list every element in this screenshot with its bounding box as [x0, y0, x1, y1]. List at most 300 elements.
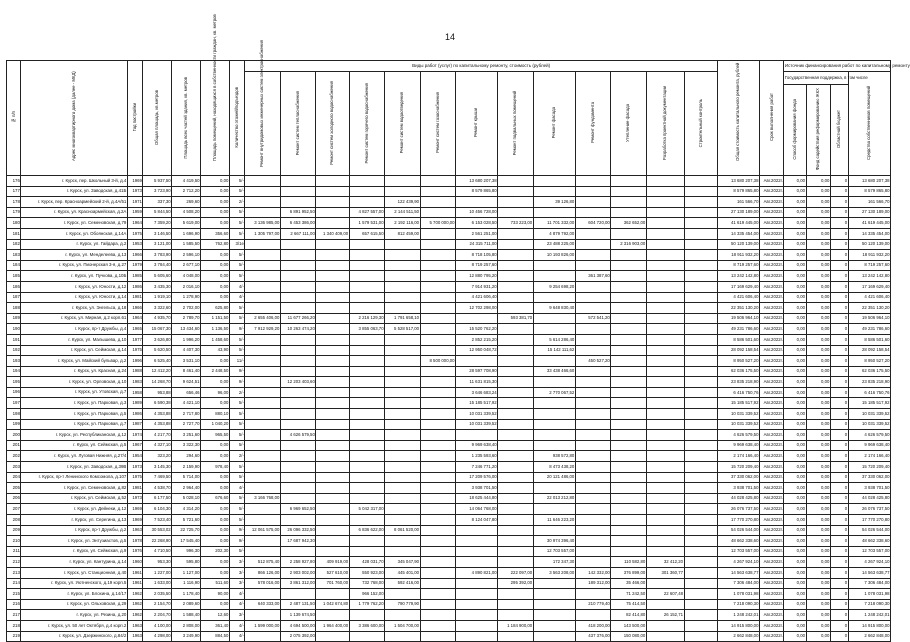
row-work-cost: 6 153 028,50	[456, 218, 498, 229]
row-work-cost: 1 139 674,50	[280, 610, 315, 621]
row-method-amount: 0,00	[784, 589, 806, 600]
row-work-cost	[385, 419, 420, 430]
row-work-cost	[498, 483, 533, 494]
row-number: 180	[7, 218, 21, 229]
row-work-cost	[611, 409, 646, 420]
row-owners-amount: 27 130 189,00	[848, 207, 890, 218]
row-work-cost	[245, 536, 280, 547]
row-total-cost: 44 028 425,80	[717, 493, 759, 504]
row-address: г. Курск, пр-т Дружбы, д.4	[21, 324, 127, 335]
row-work-cost	[316, 515, 349, 526]
page-number: 14	[445, 32, 456, 42]
row-budget-amount: 0	[830, 292, 848, 303]
row-method-amount: 0,00	[784, 260, 806, 271]
row-total-area: 2 204,70	[143, 610, 172, 621]
row-work-cost	[420, 620, 455, 631]
row-total-area: 6 590,38	[143, 398, 172, 409]
row-living-area: 4 508,20	[172, 207, 201, 218]
row-fund-amount: 0,00	[806, 419, 830, 430]
row-work-cost	[316, 334, 349, 345]
row-work-cost	[280, 281, 315, 292]
row-number: 212	[7, 557, 21, 568]
row-deadline: Авг.2022г.	[759, 451, 783, 462]
table-row	[7, 239, 891, 250]
row-work-cost	[420, 345, 455, 356]
row-premises-area: 0,00	[201, 281, 230, 292]
row-work-cost	[385, 472, 420, 483]
row-work-cost: 15 520 762,20	[456, 324, 498, 335]
row-work-cost	[385, 493, 420, 504]
row-floors: 9/-	[229, 377, 245, 388]
row-work-cost	[316, 440, 349, 451]
row-deadline: Авг.2022г.	[759, 176, 783, 187]
row-work-cost	[646, 440, 684, 451]
row-work-cost	[684, 515, 717, 526]
row-deadline: Авг.2022г.	[759, 356, 783, 367]
row-fund-amount: 0,00	[806, 440, 830, 451]
row-fund-amount: 0,00	[806, 620, 830, 631]
row-premises-area: 0,00	[201, 557, 230, 568]
row-work-cost	[646, 578, 684, 589]
row-floors: 2/-	[229, 197, 245, 208]
table-row	[7, 536, 891, 547]
row-fund-amount: 0,00	[806, 271, 830, 282]
row-year: 1986	[127, 281, 143, 292]
table-row	[7, 610, 891, 621]
row-work-cost	[280, 462, 315, 473]
row-work-cost: 2 216 129,30	[349, 313, 384, 324]
row-total-area: 6 525,40	[143, 356, 172, 367]
row-work-cost	[646, 366, 684, 377]
row-floors: 11/-	[229, 356, 245, 367]
row-work-cost	[280, 239, 315, 250]
row-work-cost	[575, 462, 610, 473]
row-budget-amount: 0	[830, 313, 848, 324]
row-work-cost	[316, 631, 349, 642]
table-row	[7, 356, 891, 367]
row-work-cost	[498, 334, 533, 345]
row-living-area: 2 702,00	[172, 303, 201, 314]
row-work-cost: 5 700 000,00	[420, 218, 455, 229]
row-work-cost	[646, 186, 684, 197]
row-work-cost: 3 386 600,00	[349, 620, 384, 631]
row-address: г. Курск, ул. Пионерская 3-я, д.27	[21, 260, 127, 271]
row-work-cost	[684, 409, 717, 420]
row-deadline: Авг.2022г.	[759, 197, 783, 208]
row-method-amount: 0,00	[784, 483, 806, 494]
row-work-cost	[349, 356, 384, 367]
row-fund-amount: 0,00	[806, 472, 830, 483]
row-premises-area: 511,60	[201, 578, 230, 589]
header-total-cost: Общая стоимость капитального ремонта, рублей	[717, 61, 759, 176]
table-row	[7, 345, 891, 356]
row-work-cost	[385, 589, 420, 600]
row-work-cost	[646, 599, 684, 610]
row-work-cost: 2 487 131,50	[280, 599, 315, 610]
row-work-cost	[646, 387, 684, 398]
row-premises-area: 0,00	[201, 176, 230, 187]
row-year: 1966	[127, 303, 143, 314]
row-work-cost	[611, 207, 646, 218]
row-fund-amount: 0,00	[806, 462, 830, 473]
row-address: г. Курск, ул. Семеновская, д.79	[21, 218, 127, 229]
row-number: 207	[7, 504, 21, 515]
row-method-amount: 0,00	[784, 281, 806, 292]
row-work-cost	[316, 589, 349, 600]
row-total-cost: 8 586 501,60	[717, 334, 759, 345]
row-work-cost	[646, 239, 684, 250]
row-deadline: Авг.2022г.	[759, 366, 783, 377]
row-budget-amount: 0	[830, 546, 848, 557]
row-work-cost	[498, 589, 533, 600]
row-owners-amount: 14 335 454,00	[848, 228, 890, 239]
row-work-cost	[316, 197, 349, 208]
row-work-cost: 10 456 728,00	[456, 207, 498, 218]
row-work-cost	[684, 440, 717, 451]
row-number: 182	[7, 239, 21, 250]
row-method-amount: 0,00	[784, 557, 806, 568]
row-work-cost	[684, 345, 717, 356]
row-year: 1954	[127, 451, 143, 462]
row-address: г. Курск, ул. Уютненского, д.19 корп.5	[21, 578, 127, 589]
row-work-cost	[245, 377, 280, 388]
row-floors: 4/-	[229, 599, 245, 610]
row-total-area: 953,30	[143, 557, 172, 568]
row-work-cost	[611, 387, 646, 398]
row-work-cost	[456, 589, 498, 600]
row-work-cost	[420, 366, 455, 377]
row-work-cost	[316, 462, 349, 473]
row-work-cost: 345 047,90	[385, 557, 420, 568]
row-work-cost	[456, 578, 498, 589]
row-work-cost	[533, 430, 575, 441]
row-number: 193	[7, 356, 21, 367]
table-row	[7, 303, 891, 314]
row-work-cost	[575, 387, 610, 398]
table-row	[7, 260, 891, 271]
row-work-cost	[533, 504, 575, 515]
row-total-cost: 8 719 257,60	[717, 260, 759, 271]
row-floors: 9/-	[229, 366, 245, 377]
row-year: 1962	[127, 589, 143, 600]
row-address: г. Курск, ул. Парковая, д.3	[21, 398, 127, 409]
row-method-amount: 0,00	[784, 387, 806, 398]
row-work-cost	[684, 462, 717, 473]
row-number: 176	[7, 176, 21, 187]
row-total-cost: 4 626 579,50	[717, 430, 759, 441]
row-year: 1973	[127, 493, 143, 504]
row-floors: 4/-	[229, 281, 245, 292]
row-work-cost	[349, 292, 384, 303]
row-work-cost	[533, 186, 575, 197]
row-work-cost	[420, 515, 455, 526]
row-number: 206	[7, 493, 21, 504]
row-work-cost	[349, 197, 384, 208]
row-work-cost	[498, 197, 533, 208]
row-budget-amount: 0	[830, 409, 848, 420]
row-deadline: Авг.2022г.	[759, 536, 783, 547]
row-work-cost	[245, 334, 280, 345]
row-total-cost: 2 174 166,40	[717, 451, 759, 462]
row-fund-amount: 0,00	[806, 504, 830, 515]
row-fund-amount: 0,00	[806, 451, 830, 462]
row-work-cost	[245, 589, 280, 600]
row-year: 1975	[127, 472, 143, 483]
row-work-cost	[684, 260, 717, 271]
row-year: 1953	[127, 239, 143, 250]
row-total-cost: 7 306 484,00	[717, 578, 759, 589]
row-owners-amount: 17 169 629,40	[848, 281, 890, 292]
row-work-cost: 18 625 444,80	[456, 493, 498, 504]
row-work-cost	[316, 239, 349, 250]
row-budget-amount: 0	[830, 186, 848, 197]
row-work-cost	[280, 260, 315, 271]
row-work-cost	[420, 334, 455, 345]
row-premises-area: 1 151,50	[201, 313, 230, 324]
row-work-cost: 418 200,00	[575, 620, 610, 631]
row-work-cost	[498, 610, 533, 621]
row-floors: 5/-	[229, 218, 245, 229]
row-work-cost	[245, 387, 280, 398]
row-work-cost	[684, 504, 717, 515]
row-work-cost	[575, 536, 610, 547]
row-living-area: 4 048,00	[172, 271, 201, 282]
row-work-cost	[498, 557, 533, 568]
row-work-cost	[420, 313, 455, 324]
row-living-area: 2 712,20	[172, 186, 201, 197]
row-premises-area: 0,00	[201, 197, 230, 208]
row-number: 217	[7, 610, 21, 621]
row-owners-amount: 54 026 544,00	[848, 525, 890, 536]
row-number: 191	[7, 334, 21, 345]
row-work-cost	[316, 366, 349, 377]
row-fund-amount: 0,00	[806, 610, 830, 621]
row-work-cost	[385, 610, 420, 621]
table-row	[7, 493, 891, 504]
row-living-area: 2 727,70	[172, 419, 201, 430]
row-year: 1981	[127, 483, 143, 494]
header-work-1: Ремонт систем теплоснабжения	[280, 72, 315, 176]
row-work-cost	[611, 483, 646, 494]
row-work-cost	[611, 356, 646, 367]
row-year: 1977	[127, 334, 143, 345]
row-work-cost	[280, 398, 315, 409]
row-fund-amount: 0,00	[806, 567, 830, 578]
row-work-cost	[575, 430, 610, 441]
row-fund-amount: 0,00	[806, 409, 830, 420]
row-total-cost: 13 680 207,38	[717, 176, 759, 187]
row-address: г. Курск, ул. Юности, д.12	[21, 281, 127, 292]
row-work-cost: 450 527,20	[575, 356, 610, 367]
row-deadline: Авг.2022г.	[759, 186, 783, 197]
row-budget-amount: 0	[830, 197, 848, 208]
row-work-cost	[349, 398, 384, 409]
row-total-cost: 49 231 786,60	[717, 324, 759, 335]
row-work-cost	[611, 334, 646, 345]
row-address: г. Курск, ул. Блохина, д.14/17	[21, 589, 127, 600]
row-budget-amount: 0	[830, 239, 848, 250]
row-work-cost: 35 466,00	[611, 578, 646, 589]
row-method-amount: 0,00	[784, 610, 806, 621]
row-year: 1988	[127, 366, 143, 377]
row-fund-amount: 0,00	[806, 366, 830, 377]
row-work-cost	[456, 610, 498, 621]
row-work-cost: 3 855 063,70	[349, 324, 384, 335]
row-work-cost	[349, 409, 384, 420]
row-budget-amount: 0	[830, 228, 848, 239]
row-work-cost	[646, 260, 684, 271]
row-work-cost: 362 652,00	[611, 218, 646, 229]
row-work-cost	[316, 186, 349, 197]
row-work-cost	[280, 334, 315, 345]
row-work-cost: 428 031,70	[349, 557, 384, 568]
row-work-cost	[611, 472, 646, 483]
row-work-cost	[498, 409, 533, 420]
row-living-area: 269,60	[172, 197, 201, 208]
row-number: 178	[7, 197, 21, 208]
row-work-cost	[245, 250, 280, 261]
row-fund-amount: 0,00	[806, 430, 830, 441]
row-year: 1962	[127, 599, 143, 610]
row-work-cost	[349, 345, 384, 356]
row-work-cost	[575, 451, 610, 462]
header-premises-area: Площадь помещений, находящихся в собственности граждан, кв. метров	[201, 61, 230, 176]
row-work-cost	[575, 409, 610, 420]
row-deadline: Авг.2022г.	[759, 589, 783, 600]
row-owners-amount: 19 506 964,10	[848, 313, 890, 324]
row-deadline: Авг.2022г.	[759, 292, 783, 303]
row-premises-area: 0,00	[201, 207, 230, 218]
row-fund-amount: 0,00	[806, 557, 830, 568]
row-floors: 4/-	[229, 631, 245, 642]
row-work-cost: 33 438 466,60	[533, 366, 575, 377]
row-work-cost: 1 964 400,00	[316, 620, 349, 631]
row-work-cost: 71 242,50	[611, 589, 646, 600]
row-total-area: 2 035,50	[143, 589, 172, 600]
row-work-cost	[611, 493, 646, 504]
row-total-cost: 8 579 865,80	[717, 186, 759, 197]
row-work-cost	[533, 525, 575, 536]
row-total-area: 4 327,10	[143, 440, 172, 451]
row-floors: 4/-	[229, 589, 245, 600]
row-budget-amount: 0	[830, 324, 848, 335]
row-work-cost: 15 142 111,62	[533, 345, 575, 356]
row-premises-area: 0,00	[201, 440, 230, 451]
row-work-cost	[349, 334, 384, 345]
row-work-cost: 4 421 606,40	[456, 292, 498, 303]
row-fund-amount: 0,00	[806, 578, 830, 589]
row-work-cost	[349, 281, 384, 292]
row-work-cost: 8 473 438,20	[533, 462, 575, 473]
row-deadline: Авг.2022г.	[759, 483, 783, 494]
row-address: г. Курск, ул. Дейнеки, д.12	[21, 504, 127, 515]
row-work-cost: 26 152,71	[646, 610, 684, 621]
row-owners-amount: 62 036 175,50	[848, 366, 890, 377]
row-work-cost	[280, 356, 315, 367]
row-work-cost	[245, 409, 280, 420]
row-work-cost	[349, 451, 384, 462]
header-living-area: Площадь всех частей здания, кв. метров	[172, 61, 201, 176]
row-work-cost	[420, 546, 455, 557]
row-work-cost: 4 879 792,00	[533, 228, 575, 239]
header-budget: Областной бюджет	[830, 85, 848, 176]
row-total-area: 4 298,00	[143, 631, 172, 642]
row-total-area: 1 919,10	[143, 292, 172, 303]
row-work-cost	[646, 451, 684, 462]
row-floors: 5/-	[229, 398, 245, 409]
row-work-cost	[498, 451, 533, 462]
row-work-cost: 6 453 386,00	[280, 218, 315, 229]
row-work-cost	[684, 186, 717, 197]
row-owners-amount: 8 579 865,80	[848, 186, 890, 197]
row-owners-amount: 26 076 737,50	[848, 504, 890, 515]
row-total-cost: 48 662 338,60	[717, 536, 759, 547]
row-fund-amount: 0,00	[806, 334, 830, 345]
row-work-cost: 13 680 207,38	[456, 176, 498, 187]
row-work-cost	[420, 567, 455, 578]
row-total-area: 3 121,00	[143, 239, 172, 250]
row-work-cost	[385, 176, 420, 187]
row-work-cost	[611, 176, 646, 187]
row-work-cost	[575, 440, 610, 451]
row-work-cost	[420, 250, 455, 261]
header-fund: Фонд содействия реформированию ЖКХ	[806, 85, 830, 176]
row-work-cost	[420, 472, 455, 483]
row-premises-area: 361,40	[201, 620, 230, 631]
row-work-cost	[420, 409, 455, 420]
row-work-cost: 20 121 486,00	[533, 472, 575, 483]
row-work-cost: 966 152,00	[349, 589, 384, 600]
row-number: 205	[7, 483, 21, 494]
row-living-area: 996,30	[172, 546, 201, 557]
row-work-cost	[385, 239, 420, 250]
row-work-cost	[611, 504, 646, 515]
row-fund-amount: 0,00	[806, 546, 830, 557]
row-work-cost: 1 599 000,00	[245, 620, 280, 631]
row-total-area: 14 268,70	[143, 377, 172, 388]
row-year: 1978	[127, 536, 143, 547]
row-premises-area: 202,30	[201, 546, 230, 557]
row-year: 1987	[127, 419, 143, 430]
row-work-cost	[385, 292, 420, 303]
row-fund-amount: 0,00	[806, 228, 830, 239]
row-work-cost	[385, 462, 420, 473]
row-number: 210	[7, 536, 21, 547]
row-work-cost	[245, 483, 280, 494]
row-work-cost	[385, 366, 420, 377]
row-work-cost: 2 258 927,80	[280, 557, 315, 568]
row-floors: 5/-	[229, 313, 245, 324]
row-work-cost	[245, 366, 280, 377]
header-group-row	[7, 61, 891, 72]
row-work-cost	[684, 419, 717, 430]
row-living-area: 5 714,00	[172, 472, 201, 483]
row-premises-area: 0,00	[201, 504, 230, 515]
row-budget-amount: 0	[830, 493, 848, 504]
row-work-cost: 82 414,80	[611, 610, 646, 621]
row-budget-amount: 0	[830, 440, 848, 451]
row-number: 213	[7, 567, 21, 578]
row-work-cost: 732 768,00	[349, 578, 384, 589]
row-method-amount: 0,00	[784, 440, 806, 451]
row-address: г. Курск, ул. Ольховская, д.29	[21, 599, 127, 610]
row-premises-area: 0,00	[201, 599, 230, 610]
row-work-cost: 437 376,00	[575, 631, 610, 642]
row-premises-area: 0,00	[201, 292, 230, 303]
table-row	[7, 218, 891, 229]
row-owners-amount: 15 185 517,92	[848, 398, 890, 409]
row-budget-amount: 0	[830, 631, 848, 642]
